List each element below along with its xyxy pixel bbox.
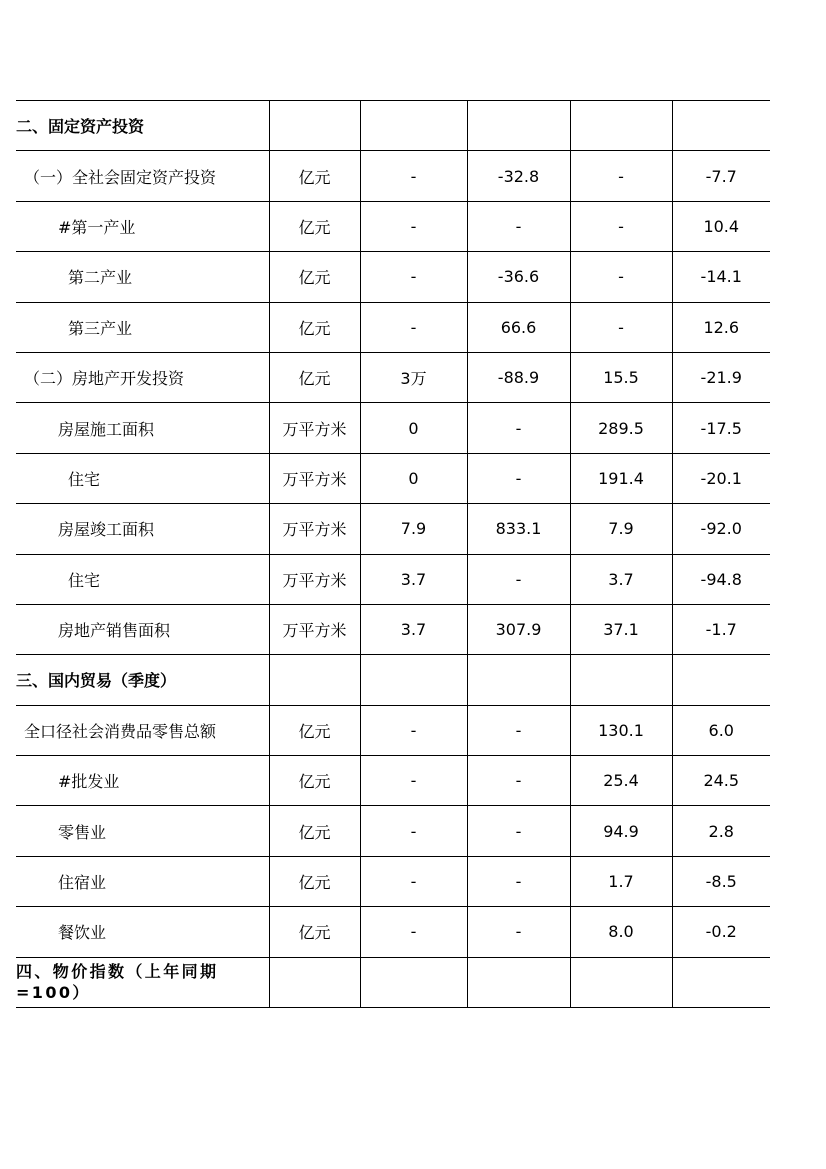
row-value-c4: 10.4 bbox=[672, 201, 770, 251]
table-row bbox=[16, 252, 770, 302]
statistics-table bbox=[16, 100, 770, 1008]
row-value-c3: 3.7 bbox=[570, 554, 672, 604]
table-row bbox=[16, 604, 770, 654]
row-value-c1: 0 bbox=[360, 403, 467, 453]
row-indicator-name: #第一产业 bbox=[16, 201, 269, 251]
row-value-c4: 6.0 bbox=[672, 705, 770, 755]
table-row bbox=[16, 302, 770, 352]
row-value-c2: 307.9 bbox=[467, 604, 570, 654]
table-row bbox=[16, 957, 770, 1007]
table-row bbox=[16, 504, 770, 554]
row-unit bbox=[269, 655, 360, 705]
row-value-c2: - bbox=[467, 403, 570, 453]
row-indicator-name: 住宿业 bbox=[16, 856, 269, 906]
row-indicator-name: 二、固定资产投资 bbox=[16, 101, 269, 151]
row-unit: 万平方米 bbox=[269, 453, 360, 503]
row-value-c1 bbox=[360, 957, 467, 1007]
row-value-c2: - bbox=[467, 856, 570, 906]
row-indicator-name: （一）全社会固定资产投资 bbox=[16, 151, 269, 201]
row-value-c1: - bbox=[360, 756, 467, 806]
row-value-c3 bbox=[570, 957, 672, 1007]
row-value-c2: -32.8 bbox=[467, 151, 570, 201]
row-value-c1: - bbox=[360, 151, 467, 201]
row-unit: 万平方米 bbox=[269, 504, 360, 554]
row-value-c2 bbox=[467, 655, 570, 705]
row-value-c1: 3万 bbox=[360, 352, 467, 402]
row-value-c4: -17.5 bbox=[672, 403, 770, 453]
row-value-c4: -92.0 bbox=[672, 504, 770, 554]
row-value-c4: 24.5 bbox=[672, 756, 770, 806]
table-row bbox=[16, 756, 770, 806]
row-value-c1: 3.7 bbox=[360, 604, 467, 654]
row-value-c1: - bbox=[360, 302, 467, 352]
row-value-c1: 0 bbox=[360, 453, 467, 503]
row-unit: 万平方米 bbox=[269, 403, 360, 453]
row-indicator-name: 零售业 bbox=[16, 806, 269, 856]
row-value-c3: 7.9 bbox=[570, 504, 672, 554]
row-value-c4: 2.8 bbox=[672, 806, 770, 856]
row-value-c4: -1.7 bbox=[672, 604, 770, 654]
row-value-c1 bbox=[360, 655, 467, 705]
row-value-c2 bbox=[467, 957, 570, 1007]
row-indicator-name: 房屋施工面积 bbox=[16, 403, 269, 453]
row-value-c3 bbox=[570, 655, 672, 705]
row-value-c1: - bbox=[360, 907, 467, 957]
row-value-c1: - bbox=[360, 252, 467, 302]
row-value-c2: -36.6 bbox=[467, 252, 570, 302]
row-value-c4: -20.1 bbox=[672, 453, 770, 503]
row-value-c2: - bbox=[467, 806, 570, 856]
row-indicator-name: 四、物价指数（上年同期=100） bbox=[16, 957, 269, 1007]
row-value-c3: - bbox=[570, 302, 672, 352]
row-value-c4: -94.8 bbox=[672, 554, 770, 604]
row-value-c1: 7.9 bbox=[360, 504, 467, 554]
row-value-c4: -0.2 bbox=[672, 907, 770, 957]
row-unit bbox=[269, 957, 360, 1007]
row-value-c2: - bbox=[467, 907, 570, 957]
row-value-c4 bbox=[672, 655, 770, 705]
row-value-c2: - bbox=[467, 453, 570, 503]
row-unit: 亿元 bbox=[269, 302, 360, 352]
table-row bbox=[16, 907, 770, 957]
row-indicator-name: （二）房地产开发投资 bbox=[16, 352, 269, 402]
row-value-c1 bbox=[360, 101, 467, 151]
row-value-c3: - bbox=[570, 151, 672, 201]
row-unit: 亿元 bbox=[269, 907, 360, 957]
table-row bbox=[16, 453, 770, 503]
table-row bbox=[16, 655, 770, 705]
table-row bbox=[16, 806, 770, 856]
row-value-c4: -14.1 bbox=[672, 252, 770, 302]
row-unit: 亿元 bbox=[269, 705, 360, 755]
table-row bbox=[16, 554, 770, 604]
table-row bbox=[16, 101, 770, 151]
row-unit: 亿元 bbox=[269, 252, 360, 302]
row-indicator-name: 第二产业 bbox=[16, 252, 269, 302]
row-value-c3: 289.5 bbox=[570, 403, 672, 453]
table-row bbox=[16, 352, 770, 402]
row-indicator-name: #批发业 bbox=[16, 756, 269, 806]
row-unit bbox=[269, 101, 360, 151]
table-row bbox=[16, 705, 770, 755]
row-indicator-name: 全口径社会消费品零售总额 bbox=[16, 705, 269, 755]
row-value-c4: -8.5 bbox=[672, 856, 770, 906]
row-value-c3: 191.4 bbox=[570, 453, 672, 503]
row-unit: 亿元 bbox=[269, 756, 360, 806]
row-indicator-name: 三、国内贸易（季度） bbox=[16, 655, 269, 705]
row-value-c3: - bbox=[570, 252, 672, 302]
row-value-c3: 8.0 bbox=[570, 907, 672, 957]
row-value-c2 bbox=[467, 101, 570, 151]
row-value-c2: 833.1 bbox=[467, 504, 570, 554]
row-value-c3: 15.5 bbox=[570, 352, 672, 402]
row-indicator-name: 房地产销售面积 bbox=[16, 604, 269, 654]
row-value-c3 bbox=[570, 101, 672, 151]
row-value-c2: - bbox=[467, 554, 570, 604]
row-value-c3: 130.1 bbox=[570, 705, 672, 755]
statistics-table-body bbox=[16, 101, 770, 1008]
table-row bbox=[16, 856, 770, 906]
row-value-c3: 25.4 bbox=[570, 756, 672, 806]
row-unit: 亿元 bbox=[269, 856, 360, 906]
row-value-c2: - bbox=[467, 705, 570, 755]
row-unit: 亿元 bbox=[269, 151, 360, 201]
row-unit: 亿元 bbox=[269, 806, 360, 856]
row-value-c4: -7.7 bbox=[672, 151, 770, 201]
row-unit: 亿元 bbox=[269, 201, 360, 251]
table-row bbox=[16, 201, 770, 251]
row-value-c1: - bbox=[360, 806, 467, 856]
row-value-c4 bbox=[672, 957, 770, 1007]
row-value-c1: - bbox=[360, 201, 467, 251]
row-value-c2: 66.6 bbox=[467, 302, 570, 352]
row-value-c3: 94.9 bbox=[570, 806, 672, 856]
row-value-c1: - bbox=[360, 705, 467, 755]
row-value-c2: - bbox=[467, 201, 570, 251]
table-row bbox=[16, 151, 770, 201]
row-indicator-name: 餐饮业 bbox=[16, 907, 269, 957]
row-indicator-name: 住宅 bbox=[16, 554, 269, 604]
row-value-c1: - bbox=[360, 856, 467, 906]
row-value-c1: 3.7 bbox=[360, 554, 467, 604]
row-value-c2: -88.9 bbox=[467, 352, 570, 402]
row-value-c4 bbox=[672, 101, 770, 151]
row-value-c2: - bbox=[467, 756, 570, 806]
row-indicator-name: 住宅 bbox=[16, 453, 269, 503]
table-row bbox=[16, 403, 770, 453]
row-indicator-name: 房屋竣工面积 bbox=[16, 504, 269, 554]
row-unit: 亿元 bbox=[269, 352, 360, 402]
row-value-c3: 37.1 bbox=[570, 604, 672, 654]
row-value-c4: 12.6 bbox=[672, 302, 770, 352]
row-unit: 万平方米 bbox=[269, 554, 360, 604]
row-indicator-name: 第三产业 bbox=[16, 302, 269, 352]
row-unit: 万平方米 bbox=[269, 604, 360, 654]
row-value-c4: -21.9 bbox=[672, 352, 770, 402]
row-value-c3: - bbox=[570, 201, 672, 251]
row-value-c3: 1.7 bbox=[570, 856, 672, 906]
